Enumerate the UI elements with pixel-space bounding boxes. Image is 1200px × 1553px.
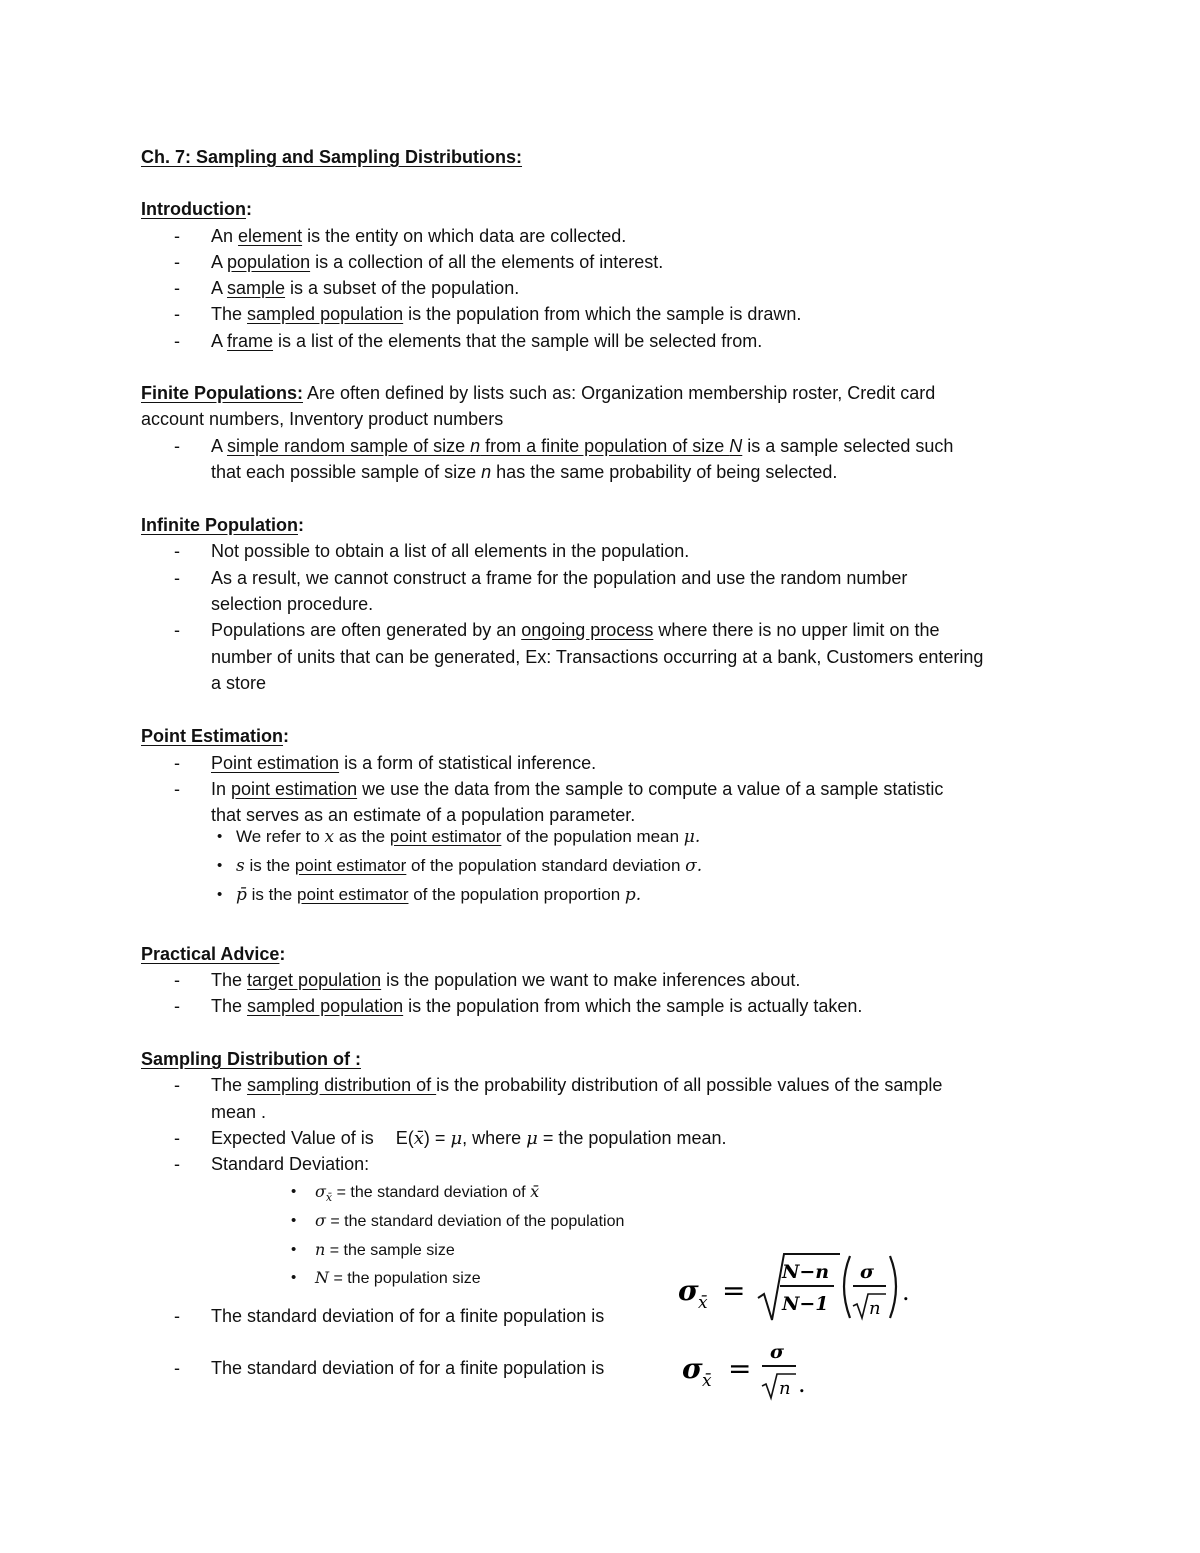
- dash-marker: -: [174, 1358, 180, 1378]
- dash-marker: -: [174, 1075, 180, 1095]
- bullet-item: We refer to x as the point estimator of the population mean μ.: [236, 827, 701, 847]
- list-item: Standard Deviation:: [211, 1154, 370, 1174]
- bullet-marker: •: [291, 1269, 297, 1286]
- dash-marker: -: [174, 436, 180, 456]
- infinite-population-std-formula: [676, 1336, 816, 1406]
- formula-right-paren: [890, 1256, 896, 1318]
- formula-equals: =: [728, 1352, 752, 1385]
- list-item: An element is the entity on which data are collected.: [211, 226, 627, 246]
- list-item-continuation: that serves as an estimate of a population parameter.: [211, 805, 636, 825]
- dash-marker: -: [174, 278, 180, 298]
- dash-marker: -: [174, 970, 180, 990]
- formula-left-paren: [844, 1256, 850, 1318]
- list-item: The sampled population is the population from which the sample is actually taken.: [211, 996, 863, 1016]
- bullet-item: p̄ is the point estimator of the population proportion p.: [236, 885, 642, 905]
- section-heading-point-estimation: Point Estimation:: [141, 726, 290, 746]
- formula-period: .: [798, 1370, 806, 1398]
- formula-subscript: x̄: [698, 1293, 708, 1313]
- section-heading-introduction: Introduction:: [141, 199, 252, 219]
- dash-marker: -: [174, 620, 180, 640]
- dash-marker: -: [174, 996, 180, 1016]
- formula-sigma-symbol: σ: [678, 1274, 699, 1307]
- formula-denominator: N−1: [782, 1293, 829, 1315]
- list-item: A population is a collection of all the elements of interest.: [211, 252, 664, 272]
- list-item: Point estimation is a form of statistical inference.: [211, 753, 597, 773]
- formula-n: n: [779, 1378, 791, 1399]
- list-item-continuation: number of units that can be generated, Ex: Transactions occurring at a bank, Customers entering: [211, 647, 984, 667]
- dash-marker: -: [174, 1154, 180, 1174]
- list-item-continuation: selection procedure.: [211, 594, 374, 614]
- section-heading-infinite: Infinite Population:: [141, 515, 304, 535]
- bullet-marker: •: [217, 886, 223, 903]
- list-item: A frame is a list of the elements that the sample will be selected from.: [211, 331, 763, 351]
- list-item: Not possible to obtain a list of all elements in the population.: [211, 541, 690, 561]
- finite-populations-paragraph-line2: account numbers, Inventory product numbers: [141, 409, 504, 429]
- dash-marker: -: [174, 331, 180, 351]
- bullet-item: $\sigma_{x̄}$ = the standard deviation of x̄: [315, 1182, 540, 1205]
- bullet-item: s is the point estimator of the population standard deviation σ.: [236, 856, 703, 876]
- finite-populations-paragraph: Finite Populations: Are often defined by lists such as: Organization membership roster, Credit card: [141, 383, 936, 403]
- bullet-item: σ = the standard deviation of the population: [315, 1211, 625, 1230]
- formula-numerator: σ: [770, 1341, 785, 1363]
- formula-inner-n: n: [869, 1298, 881, 1319]
- section-heading-sampling-distribution: Sampling Distribution of :: [141, 1049, 361, 1069]
- page-title: Ch. 7: Sampling and Sampling Distributions:: [141, 147, 523, 167]
- bullet-item: N = the population size: [315, 1268, 481, 1287]
- dash-marker: -: [174, 779, 180, 799]
- list-item: Expected Value of is E(x̄) = μ, where μ = the population mean.: [211, 1128, 727, 1149]
- section-heading-finite: Finite Populations:: [141, 383, 303, 403]
- dash-marker: -: [174, 252, 180, 272]
- dash-marker: -: [174, 568, 180, 588]
- dash-marker: -: [174, 1128, 180, 1148]
- dash-marker: -: [174, 1306, 180, 1326]
- list-item: As a result, we cannot construct a frame for the population and use the random number: [211, 568, 908, 588]
- dash-marker: -: [174, 226, 180, 246]
- list-item: A simple random sample of size n from a finite population of size N is a sample selected such: [211, 436, 954, 456]
- bullet-marker: •: [291, 1241, 297, 1258]
- list-item: A sample is a subset of the population.: [211, 278, 520, 298]
- list-item-continuation: that each possible sample of size n has the same probability of being selected.: [211, 462, 838, 482]
- formula-period: .: [902, 1278, 910, 1306]
- bullet-marker: •: [291, 1212, 297, 1229]
- formula-equals: =: [722, 1274, 746, 1307]
- dash-marker: -: [174, 304, 180, 324]
- list-item: The standard deviation of for a finite population is: [211, 1306, 605, 1326]
- formula-inner-sigma: σ: [860, 1261, 875, 1283]
- finite-population-std-formula: [672, 1248, 922, 1328]
- formula-sigma-symbol: σ: [682, 1352, 703, 1385]
- bullet-marker: •: [217, 857, 223, 874]
- list-item: The sampled population is the population from which the sample is drawn.: [211, 304, 802, 324]
- list-item: The sampling distribution of is the probability distribution of all possible values of the sample: [211, 1075, 943, 1095]
- formula-subscript: x̄: [702, 1371, 712, 1391]
- dash-marker: -: [174, 753, 180, 773]
- list-item: The target population is the population we want to make inferences about.: [211, 970, 801, 990]
- list-item: In point estimation we use the data from the sample to compute a value of a sample statistic: [211, 779, 944, 799]
- bullet-marker: •: [291, 1183, 297, 1200]
- bullet-marker: •: [217, 828, 223, 845]
- dash-marker: -: [174, 541, 180, 561]
- section-heading-practical-advice: Practical Advice:: [141, 944, 286, 964]
- list-item-continuation: mean .: [211, 1102, 267, 1122]
- list-item: The standard deviation of for a finite population is: [211, 1358, 605, 1378]
- list-item: Populations are often generated by an ongoing process where there is no upper limit on the: [211, 620, 940, 640]
- formula-numerator: N−n: [782, 1261, 830, 1283]
- list-item-continuation: a store: [211, 673, 267, 693]
- bullet-item: n = the sample size: [315, 1240, 455, 1259]
